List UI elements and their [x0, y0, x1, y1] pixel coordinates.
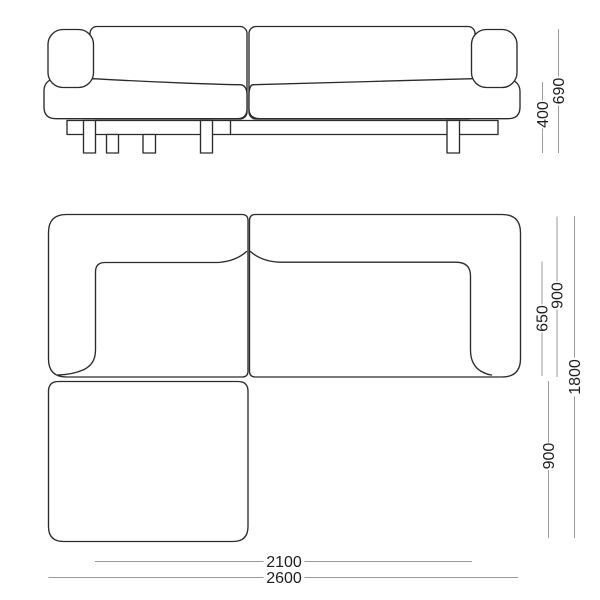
- dimension-inner-width: [95, 554, 472, 571]
- dimension-chaise-depth: [541, 381, 558, 538]
- sofa-leg: [447, 121, 460, 154]
- dimension-label-total-width: 2600: [266, 570, 302, 587]
- front-armrest-left: [48, 30, 94, 88]
- front-elevation-view: [44, 27, 520, 154]
- plan-view: [49, 215, 521, 542]
- sofa-leg: [84, 121, 96, 154]
- dimension-label-seat-depth: 650: [534, 305, 552, 332]
- plan-chaise-module: [49, 382, 249, 542]
- front-view-dimensions: [535, 29, 568, 153]
- dimension-label-total-height: 690: [551, 77, 568, 105]
- sofa-leg: [201, 121, 213, 154]
- sofa-leg: [107, 135, 119, 154]
- plan-corner-module: [49, 215, 249, 378]
- base-plinth: [67, 121, 498, 135]
- dimension-label-inner-width: 2100: [266, 554, 302, 571]
- dimension-label-chaise-depth: 900: [541, 442, 558, 470]
- dimension-label-sofa-depth: 900: [549, 282, 567, 309]
- sofa-leg: [143, 135, 156, 154]
- plan-sofa-module: [250, 215, 521, 378]
- dimension-label-seat-height: 400: [535, 101, 552, 128]
- plan-view-dimensions: [535, 216, 585, 538]
- dimension-total-height: [551, 29, 568, 153]
- dimension-seat-depth: [535, 262, 552, 377]
- front-armrest-right: [472, 30, 518, 88]
- dimension-sofa-depth: [550, 217, 567, 378]
- dimension-total-width: [49, 570, 519, 587]
- dimension-seat-height: [535, 82, 552, 153]
- dimension-label-total-depth: 1800: [567, 359, 584, 395]
- width-dimensions: [49, 554, 519, 587]
- dimension-total-depth: [567, 216, 584, 538]
